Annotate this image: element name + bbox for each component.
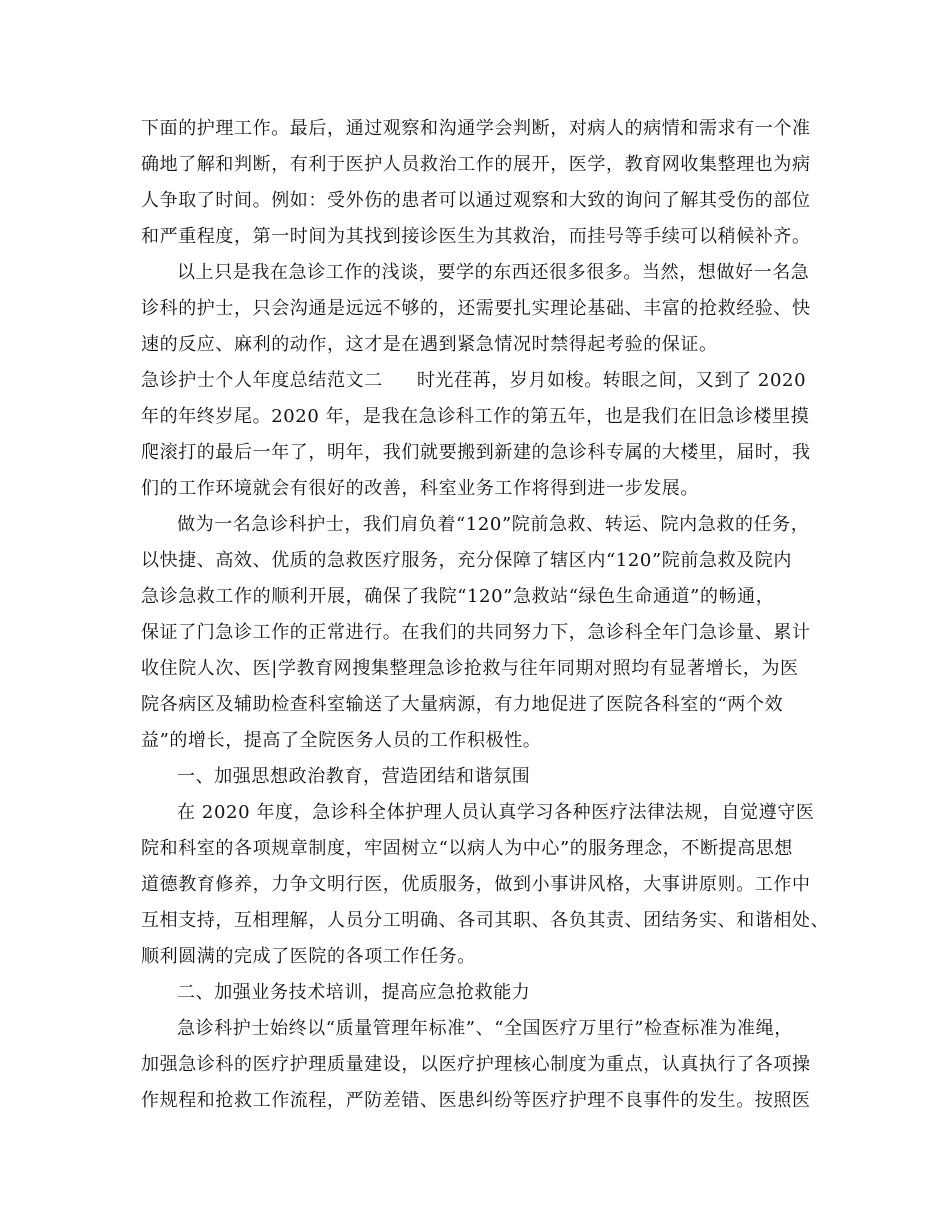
section-intro-text: 时光荏苒，岁月如梭。转眼之间，又到了 2020	[416, 370, 807, 391]
paragraph-first-line: 急诊科护士始终以“质量管理年标准”、“全国医疗万里行”检查标准为准绳，	[177, 1018, 793, 1039]
text-line: 院各病区及辅助检查科室输送了大量病源，有力地促进了医院各科室的“两个效	[141, 694, 784, 715]
text-line: 诊科的护士，只会沟通是远远不够的，还需要扎实理论基础、丰富的抢救经验、快	[141, 298, 811, 319]
text-line: 作规程和抢救工作流程，严防差错、医患纠纷等医疗护理不良事件的发生。按照医	[141, 1090, 811, 1111]
text-line: 益”的增长，提高了全院医务人员的工作积极性。	[141, 730, 542, 751]
text-line: 以快捷、高效、优质的急救医疗服务，充分保障了辖区内“120”院前急救及院内	[141, 550, 792, 571]
text-line: 院和科室的各项规章制度，牢固树立“以病人为中心”的服务理念，不断提高思想	[141, 838, 794, 859]
text-line: 道德教育修养，力争文明行医，优质服务，做到小事讲风格，大事讲原则。工作中	[141, 874, 811, 895]
text-line: 人争取了时间。例如：受外伤的患者可以通过观察和大致的询问了解其受伤的部位	[141, 190, 811, 211]
paragraph-first-line: 做为一名急诊科护士，我们肩负着“120”院前急救、转运、院内急救的任务，	[177, 514, 810, 535]
text-line: 年的年终岁尾。2020 年，是我在急诊科工作的第五年，也是我们在旧急诊楼里摸	[141, 406, 810, 427]
text-line: 下面的护理工作。最后，通过观察和沟通学会判断，对病人的病情和需求有一个准	[141, 118, 811, 139]
text-line: 保证了门急诊工作的正常进行。在我们的共同努力下，急诊科全年门急诊量、累计	[141, 622, 811, 643]
text-line: 互相支持，互相理解，人员分工明确、各司其职、各负其责、团结务实、和谐相处、	[141, 910, 830, 931]
section-title: 急诊护士个人年度总结范文二	[141, 370, 383, 391]
text-line: 和严重程度，第一时间为其找到接诊医生为其救治，而挂号等手续可以稍候补齐。	[141, 226, 811, 247]
text-line: 们的工作环境就会有很好的改善，科室业务工作将得到进一步发展。	[141, 478, 699, 499]
text-line: 顺利圆满的完成了医院的各项工作任务。	[141, 946, 476, 967]
paragraph-first-line: 以上只是我在急诊工作的浅谈，要学的东西还很多很多。当然，想做好一名急	[177, 262, 810, 283]
text-line: 收住院人次、医|学教育网搜集整理急诊抢救与往年同期对照均有显著增长，为医	[141, 658, 799, 679]
text-line: 加强急诊科的医疗护理质量建设，以医疗护理核心制度为重点，认真执行了各项操	[141, 1054, 811, 1075]
text-line: 急诊急救工作的顺利开展，确保了我院“120”急救站“绿色生命通道”的畅通，	[141, 586, 775, 607]
text-line: 速的反应、麻利的动作，这才是在遇到紧急情况时禁得起考验的保证。	[141, 334, 718, 355]
text-line: 爬滚打的最后一年了，明年，我们就要搬到新建的急诊科专属的大楼里，届时，我	[141, 442, 811, 463]
subheading: 二、加强业务技术培训，提高应急抢救能力	[177, 982, 531, 1003]
text-line: 确地了解和判断，有利于医护人员救治工作的展开，医学，教育网收集整理也为病	[141, 154, 811, 175]
subheading: 一、加强思想政治教育，营造团结和谐氛围	[177, 766, 531, 787]
section-title-line	[141, 369, 831, 393]
paragraph-first-line: 在 2020 年度，急诊科全体护理人员认真学习各种医疗法律法规，自觉遵守医	[177, 802, 815, 823]
